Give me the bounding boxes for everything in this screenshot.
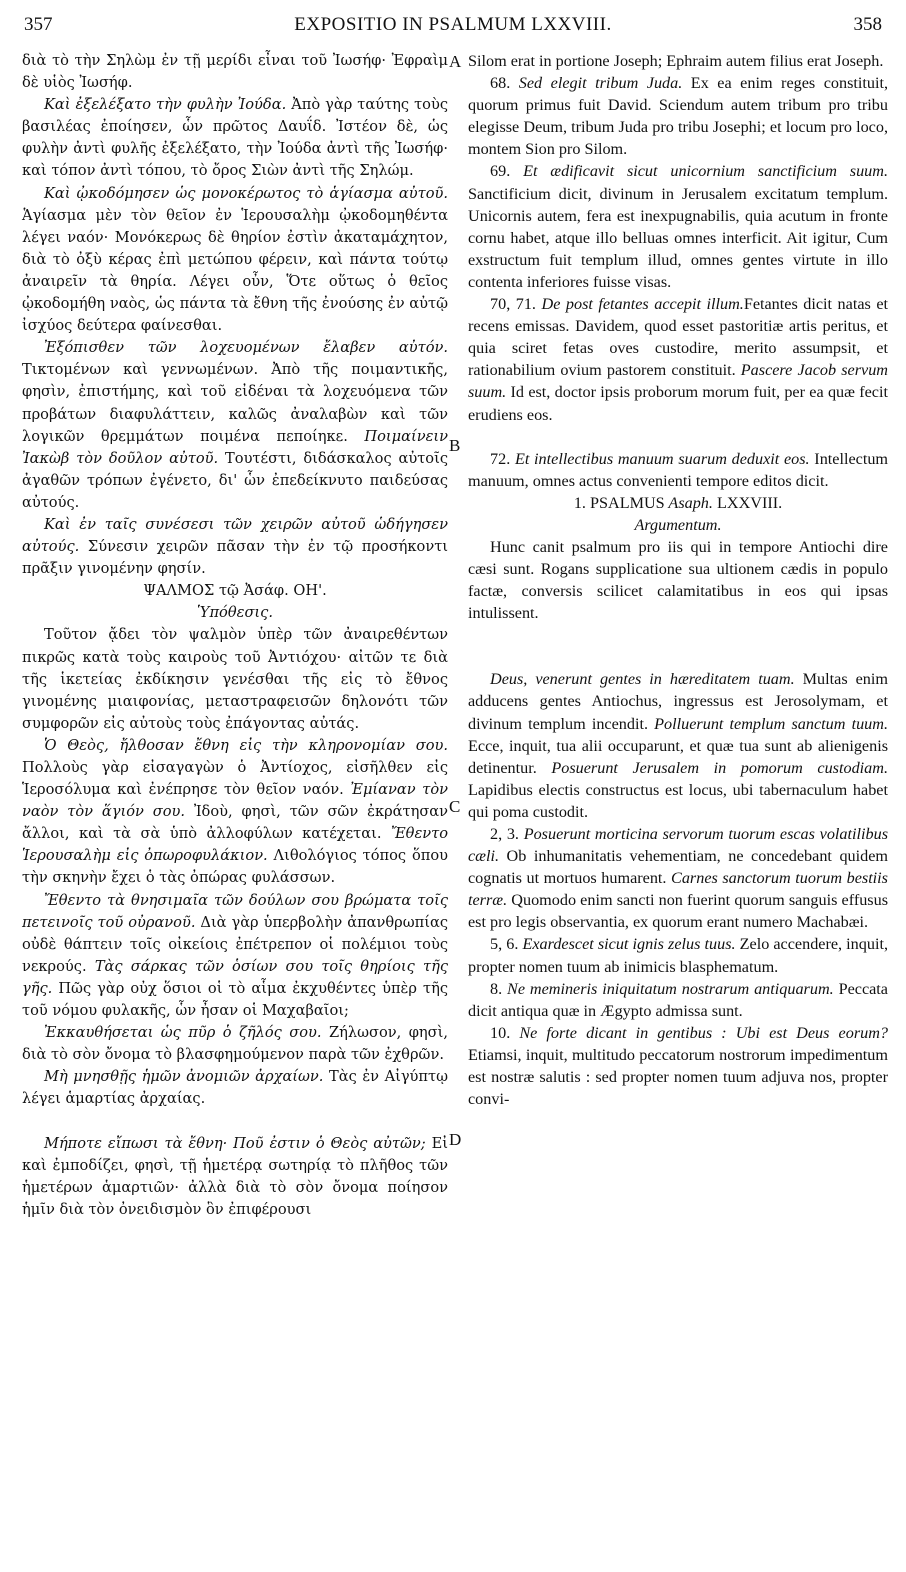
latin-paragraph: 5, 6. Exardescet sicut ignis zelus tuus. Zelo accendere, inquit, propter nomen tuum ab inimicis blasphematum. [468, 935, 889, 976]
greek-paragraph: Ἐξόπισθεν τῶν λοχευομένων ἔλαβεν αὐτόν. Τικτομένων καὶ γεννωμένων. Ἀπὸ τῆς ποιμαντικῆς, φησὶν, ἐπιστήμης, καὶ τοῦ εἰδέναι τὰ λοχευόμενα τῶν προβάτων διαφυλάττειν, καλῶς ἀναλαβὼν καὶ τῶν λογικῶν θρεμμάτων ποιμένα πεποίηκε. Ποιμαίνειν Ἰακὼβ τὸν δοῦλον αὐτοῦ. Τουτέστι, διδάσκαλος αὐτοῖς ἀγαθῶν τρόπων ἐγένετο, δι' ὧν ἐπεδείκνυτο παιδεύσας αὐτούς. [22, 339, 448, 511]
latin-paragraph: Hunc canit psalmum pro iis qui in tempore Antiochi dire cæsi sunt. Rogans supplicatione sua ultionem cædis in populo factæ, conversis scilicet calamitatibus in eos qui ipsas intulissent. [468, 537, 888, 623]
latin-paragraph: Silom erat in portione Joseph; Ephraim autem filius erat Joseph. [468, 52, 884, 70]
greek-paragraph: Μήποτε εἴπωσι τὰ ἔθνη· Ποῦ ἐστιν ὁ Θεὸς αὐτῶν; Εἰ καὶ ἐμποδίζει, φησὶ, τῇ ἡμετέρᾳ σωτηρίᾳ τὸ πλῆθος τῶν ἡμετέρων ἁμαρτιῶν· ἀλλὰ διὰ τὸ σὸν ὄνομα ποίησον ἡμῖν διὰ τὸν ὀνειδισμὸν ὃν ἐπιφέρουσι [22, 1134, 448, 1218]
page-number-right: 358 [853, 14, 882, 35]
greek-psalm-title: ΨΑΛΜΟΣ τῷ Ἀσάφ. ΟΗ'. [143, 582, 327, 600]
greek-paragraph: Μὴ μνησθῇς ἡμῶν ἀνομιῶν ἀρχαίων. Τὰς ἐν Αἰγύπτῳ λέγει ἁμαρτίας ἀρχαίας. [22, 1068, 448, 1108]
greek-paragraph: Ἐκκαυθήσεται ὡς πῦρ ὁ ζῆλός σου. Ζήλωσον, φησὶ, διὰ τὸ σὸν ὄνομα τὸ βλασφημούμενον παρὰ τῶν ἐχθρῶν. [22, 1024, 448, 1064]
latin-paragraph: 69. Et ædificavit sicut unicornium sanctificium suum. Sanctificium dicit, divinum in Jerusalem excitatum templum. Unicornis autem, fera est inexpugnabilis, quia acutum in fronte cornu habet, atque illo belluas omnes interficit. Ait igitur, Cum exstructum fuit templum illud, omnes gentes virtute in illo contenta inferiores fuisse visas. [468, 162, 888, 291]
latin-psalm-title: 1. PSALMUS Asaph. LXXVIII. [573, 493, 783, 512]
margin-marker-c: C [449, 797, 461, 816]
greek-paragraph: Καὶ ᾠκοδόμησεν ὡς μονοκέρωτος τὸ ἁγίασμα αὐτοῦ. Ἁγίασμα μὲν τὸν θεῖον ἐν Ἱερουσαλὴμ ᾠκοδομηθέντα λέγει ναόν· Μονόκερως δὲ θηρίον ἐστὶν ἀκαταμάχητον, διὰ τὸ ὀξὺ κέρας ἐπὶ μετώπου φέρειν, καὶ πάντα τούτῳ ἀναιρεῖν τὰ θηρία. Λέγει οὖν, Ὅτε οὕτως ὁ θεῖος ᾠκοδομήθη ναὸς, ὡς πάντα τὰ ἔθνη τῆς ἐνούσης ἐν αὐτῷ ἰσχύος δεύτερα φαίνεσθαι. [22, 184, 448, 335]
latin-paragraph: 2, 3. Posuerunt morticina servorum tuorum escas volatilibus cæli. Ob inhumanitatis vehementiam, ne concedebant quidem cognatis ut mortuos humarent. Carnes sanctorum tuorum bestiis terræ. Quomodo enim sancti non fuerint quorum sanguis effusus est pro legis observantia, ex quorum erant numero Machabæi. [468, 825, 888, 932]
margin-marker-a: A [449, 52, 462, 71]
page-number-left: 357 [24, 14, 53, 35]
greek-paragraph: διὰ τὸ τὴν Σηλὼμ ἐν τῇ μερίδι εἶναι τοῦ Ἰωσήφ· Ἐφραὶμ δὲ υἱὸς Ἰωσήφ. [22, 52, 448, 92]
latin-paragraph: 70, 71. De post fetantes accepit illum.Fetantes dicit natas et recens emissas. Davidem, quod esset pastoritiæ artis peritus, et quia sciret fetas oves custodire, merito assumpsit, et rationabilium ovium pastorem constituit. Pascere Jacob servum suum. Id est, doctor ipsis proborum morum fuit, per ea quæ fecit erudiens eos. [468, 295, 888, 424]
margin-marker-d: D [449, 1130, 462, 1149]
greek-paragraph: Καὶ ἐξελέξατο τὴν φυλὴν Ἰούδα. Ἀπὸ γὰρ ταύτης τοὺς βασιλέας ἐποίησεν, ὧν πρῶτος Δαυΐδ. Ἰστέον δὲ, ὡς φυλὴν ἀντὶ φυλῆς ἐξελέξατο, τὴν Ἰούδα ἀντὶ τῆς Ἰωσήφ· καὶ τόπον ἀντὶ τόπου, τὸ ὄρος Σιὼν ἀντὶ τῆς Σηλώμ. [22, 96, 448, 180]
greek-paragraph: Ἔθεντο τὰ θνησιμαῖα τῶν δούλων σου βρώματα τοῖς πετεινοῖς τοῦ οὐρανοῦ. Διὰ γὰρ ὑπερβολὴν ἀπανθρωπίας οὐδὲ θάπτειν τοῖς οἰκείοις ἐπέτρεπον οἱ πολέμιοι τοὺς νεκρούς. Τὰς σάρκας τῶν ὁσίων σου τοῖς θηρίοις τῆς γῆς. Πῶς γὰρ οὐχ ὅσιοι οἱ τὸ αἷμα ἐκχυθέντες ὑπὲρ τῆς τοῦ νόμου φυλακῆς, ὧν ἦσαν οἱ Μαχαβαῖοι; [22, 891, 448, 1020]
running-header [0, 14, 906, 44]
latin-paragraph: 68. Sed elegit tribum Juda. Ex ea enim reges constituit, quorum primus fuit David. Sciendum autem tribum pro tribu elegisse Deum, tribum Juda pro tribu Josephi; et locum pro loco, montem Sion pro Silom. [468, 74, 889, 159]
greek-paragraph: Τοῦτον ᾄδει τὸν ψαλμὸν ὑπὲρ τῶν ἀναιρεθέντων πικρῶς κατὰ τοὺς καιροὺς τοῦ Ἀντιόχου· αἰτῶν τε διὰ τῆς ἱκετείας ἐκδίκησιν γενέσθαι τῆς εἰς τὸ ἔθνος γινομένης μιαιφονίας, μεταστραφεισῶν δηλονότι τῶν συμφορῶν εἰς αὐτοὺς τοὺς ἐπάγοντας αὐτάς. [22, 626, 448, 732]
greek-paragraph: Καὶ ἐν ταῖς συνέσεσι τῶν χειρῶν αὐτοῦ ὡδήγησεν αὐτούς. Σύνεσιν χειρῶν πᾶσαν τὴν ἐν τῷ προσήκοντι πρᾶξιν γινομένην φησίν. [22, 515, 448, 578]
latin-paragraph: 10. Ne forte dicant in gentibus : Ubi est Deus eorum? Etiamsi, inquit, multitudo peccatorum nostrorum impedimentum est nostræ salutis : sed propter nomen tuum adjuva nos, propter convi- [468, 1023, 888, 1109]
latin-argument-heading: Argumentum. [634, 515, 722, 534]
latin-paragraph: 8. Ne memineris iniquitatum nostrarum antiquarum. Peccata dicit antiqua quæ in Ægypto admissa sunt. [468, 979, 888, 1020]
greek-hypothesis-heading: Ὑπόθεσις. [197, 604, 273, 622]
greek-paragraph: Ὁ Θεὸς, ἤλθοσαν ἔθνη εἰς τὴν κληρονομίαν σου. Πολλοὺς γὰρ εἰσαγαγὼν ὁ Ἀντίοχος, εἰσῆλθεν εἰς Ἱεροσόλυμα καὶ ἐνέπρησε τὸν θεῖον ναόν. Ἐμίαναν τὸν ναὸν τὸν ἅγιόν σου. Ἰδοὺ, φησὶ, τῶν σῶν ἐκράτησαν ἄλλοι, καὶ τὰ σὰ ὑπὸ ἀλλοφύλων κατέχεται. Ἔθεντο Ἱερουσαλὴμ εἰς ὀπωροφυλάκιον. Λιθολόγιος τόπος ὅπου τὴν σκηνὴν ἔχει ὁ τὰς ὀπώρας φυλάσσων. [22, 736, 449, 887]
margin-marker-b: B [449, 436, 461, 455]
greek-column [22, 50, 448, 1221]
latin-paragraph: 72. Et intellectibus manuum suarum deduxit eos. Intellectum manuum, omnes actus convenienti tempore editos dicit. [468, 449, 889, 490]
latin-column [468, 50, 888, 1110]
running-title: EXPOSITIO IN PSALMUM LXXVIII. [294, 14, 612, 35]
latin-paragraph: Deus, venerunt gentes in hæreditatem tuam. Multas enim adducens gentes Antiochus, ingressus est Jerosolymam, et divinum templum incendit. Polluerunt templum sanctum tuum. Ecce, inquit, tua alii occuparunt, et quæ tua sunt ab alienigenis detinentur. Posuerunt Jerusalem in pomorum custodiam. Lapidibus electis constructus est locus, ubi tabernaculum habet qui poma custodit. [468, 670, 888, 821]
